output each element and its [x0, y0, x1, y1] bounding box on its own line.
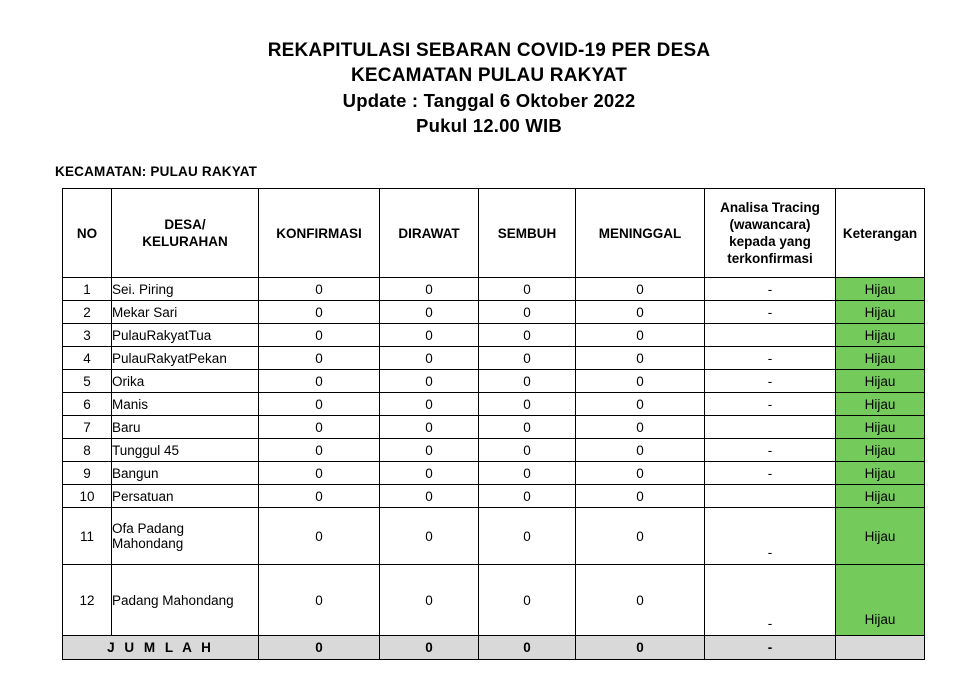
- cell-sembuh: 0: [479, 485, 576, 508]
- covid-recap-table: [62, 188, 925, 660]
- cell-konfirmasi: 0: [259, 393, 380, 416]
- cell-meninggal: 0: [576, 370, 705, 393]
- cell-konfirmasi: 0: [259, 324, 380, 347]
- cell-keterangan: Hijau: [836, 370, 925, 393]
- cell-no: 5: [63, 370, 112, 393]
- column-header-konfirmasi: KONFIRMASI: [259, 189, 380, 278]
- cell-sembuh: 0: [479, 278, 576, 301]
- cell-keterangan: Hijau: [836, 485, 925, 508]
- cell-dirawat: 0: [380, 565, 479, 636]
- table-header-row: [63, 189, 925, 278]
- cell-no: 4: [63, 347, 112, 370]
- table-row: [63, 439, 925, 462]
- cell-sembuh: 0: [479, 439, 576, 462]
- cell-konfirmasi: 0: [259, 508, 380, 565]
- cell-dirawat: 0: [380, 439, 479, 462]
- cell-meninggal: 0: [576, 439, 705, 462]
- table-row: [63, 416, 925, 439]
- title-line-4: Pukul 12.00 WIB: [416, 115, 562, 136]
- total-dirawat: 0: [380, 636, 479, 660]
- cell-dirawat: 0: [380, 347, 479, 370]
- column-header-dirawat: DIRAWAT: [380, 189, 479, 278]
- cell-no: 11: [63, 508, 112, 565]
- cell-no: 2: [63, 301, 112, 324]
- cell-konfirmasi: 0: [259, 370, 380, 393]
- cell-analisa: -: [705, 370, 836, 393]
- cell-meninggal: 0: [576, 485, 705, 508]
- cell-konfirmasi: 0: [259, 301, 380, 324]
- cell-keterangan: Hijau: [836, 508, 925, 565]
- cell-dirawat: 0: [380, 278, 479, 301]
- table-row: [63, 324, 925, 347]
- cell-no: 6: [63, 393, 112, 416]
- document-title-block: [0, 0, 978, 138]
- cell-keterangan: Hijau: [836, 416, 925, 439]
- analisa-line2: (wawancara): [729, 217, 811, 232]
- cell-desa: Manis: [112, 393, 259, 416]
- column-header-keterangan: Keterangan: [836, 189, 925, 278]
- cell-sembuh: 0: [479, 508, 576, 565]
- cell-sembuh: 0: [479, 347, 576, 370]
- cell-sembuh: 0: [479, 301, 576, 324]
- cell-analisa: [705, 324, 836, 347]
- cell-dirawat: 0: [380, 393, 479, 416]
- cell-keterangan: Hijau: [836, 393, 925, 416]
- cell-konfirmasi: 0: [259, 439, 380, 462]
- cell-desa: PulauRakyatTua: [112, 324, 259, 347]
- cell-meninggal: 0: [576, 565, 705, 636]
- table-row: [63, 485, 925, 508]
- cell-keterangan: Hijau: [836, 301, 925, 324]
- analisa-line3: kepada yang: [729, 234, 811, 249]
- column-header-desa-line1: DESA/: [164, 217, 206, 232]
- column-header-sembuh: SEMBUH: [479, 189, 576, 278]
- title-line-1: REKAPITULASI SEBARAN COVID-19 PER DESA: [267, 40, 711, 61]
- cell-konfirmasi: 0: [259, 462, 380, 485]
- cell-desa: Sei. Piring: [112, 278, 259, 301]
- cell-analisa: -: [705, 301, 836, 324]
- table-row: [63, 347, 925, 370]
- table-row: [63, 278, 925, 301]
- cell-dirawat: 0: [380, 370, 479, 393]
- cell-analisa: -: [705, 565, 836, 636]
- cell-keterangan: Hijau: [836, 278, 925, 301]
- cell-no: 1: [63, 278, 112, 301]
- cell-konfirmasi: 0: [259, 485, 380, 508]
- cell-no: 9: [63, 462, 112, 485]
- total-label: J U M L A H: [63, 636, 259, 660]
- cell-no: 7: [63, 416, 112, 439]
- cell-dirawat: 0: [380, 485, 479, 508]
- table-row: [63, 393, 925, 416]
- cell-desa: Orika: [112, 370, 259, 393]
- column-header-no: NO: [63, 189, 112, 278]
- title-line-3: Update : Tanggal 6 Oktober 2022: [342, 90, 636, 111]
- column-header-analisa-tracing: [705, 189, 836, 278]
- analisa-line4: terkonfirmasi: [727, 251, 813, 266]
- subheading-kecamatan: KECAMATAN: PULAU RAKYAT: [55, 164, 258, 179]
- total-sembuh: 0: [479, 636, 576, 660]
- cell-desa: Persatuan: [112, 485, 259, 508]
- cell-analisa: [705, 485, 836, 508]
- cell-dirawat: 0: [380, 301, 479, 324]
- total-keterangan: [836, 636, 925, 660]
- cell-keterangan: Hijau: [836, 439, 925, 462]
- total-meninggal: 0: [576, 636, 705, 660]
- cell-sembuh: 0: [479, 565, 576, 636]
- cell-desa: Ofa Padang Mahondang: [112, 508, 259, 565]
- column-header-desa: [112, 189, 259, 278]
- column-header-meninggal: MENINGGAL: [576, 189, 705, 278]
- cell-keterangan: Hijau: [836, 462, 925, 485]
- cell-sembuh: 0: [479, 416, 576, 439]
- cell-konfirmasi: 0: [259, 565, 380, 636]
- cell-meninggal: 0: [576, 324, 705, 347]
- table-row: [63, 301, 925, 324]
- table-body: [63, 278, 925, 636]
- cell-dirawat: 0: [380, 508, 479, 565]
- cell-keterangan: Hijau: [836, 324, 925, 347]
- cell-analisa: -: [705, 393, 836, 416]
- cell-sembuh: 0: [479, 324, 576, 347]
- cell-meninggal: 0: [576, 508, 705, 565]
- cell-sembuh: 0: [479, 370, 576, 393]
- title-line-2: KECAMATAN PULAU RAKYAT: [350, 65, 628, 86]
- cell-analisa: -: [705, 439, 836, 462]
- table-row: [63, 462, 925, 485]
- cell-sembuh: 0: [479, 462, 576, 485]
- cell-meninggal: 0: [576, 347, 705, 370]
- cell-keterangan: Hijau: [836, 347, 925, 370]
- cell-no: 10: [63, 485, 112, 508]
- cell-desa: Mekar Sari: [112, 301, 259, 324]
- cell-dirawat: 0: [380, 324, 479, 347]
- cell-meninggal: 0: [576, 301, 705, 324]
- table-footer: [63, 636, 925, 660]
- cell-keterangan: Hijau: [836, 565, 925, 636]
- cell-desa: Baru: [112, 416, 259, 439]
- cell-desa: Padang Mahondang: [112, 565, 259, 636]
- table-row: [63, 370, 925, 393]
- cell-konfirmasi: 0: [259, 347, 380, 370]
- cell-no: 8: [63, 439, 112, 462]
- cell-no: 12: [63, 565, 112, 636]
- table-row: [63, 565, 925, 636]
- cell-dirawat: 0: [380, 462, 479, 485]
- cell-meninggal: 0: [576, 462, 705, 485]
- cell-analisa: [705, 416, 836, 439]
- total-analisa: -: [705, 636, 836, 660]
- cell-sembuh: 0: [479, 393, 576, 416]
- cell-meninggal: 0: [576, 393, 705, 416]
- cell-analisa: -: [705, 347, 836, 370]
- total-row: [63, 636, 925, 660]
- cell-meninggal: 0: [576, 416, 705, 439]
- cell-konfirmasi: 0: [259, 416, 380, 439]
- table-header: [63, 189, 925, 278]
- cell-no: 3: [63, 324, 112, 347]
- cell-desa: PulauRakyatPekan: [112, 347, 259, 370]
- column-header-desa-line2: KELURAHAN: [142, 234, 228, 249]
- cell-meninggal: 0: [576, 278, 705, 301]
- cell-analisa: -: [705, 278, 836, 301]
- cell-analisa: -: [705, 508, 836, 565]
- total-konfirmasi: 0: [259, 636, 380, 660]
- table-row: [63, 508, 925, 565]
- analisa-line1: Analisa Tracing: [720, 200, 820, 215]
- cell-dirawat: 0: [380, 416, 479, 439]
- cell-analisa: -: [705, 462, 836, 485]
- cell-desa: Tunggul 45: [112, 439, 259, 462]
- cell-desa: Bangun: [112, 462, 259, 485]
- cell-konfirmasi: 0: [259, 278, 380, 301]
